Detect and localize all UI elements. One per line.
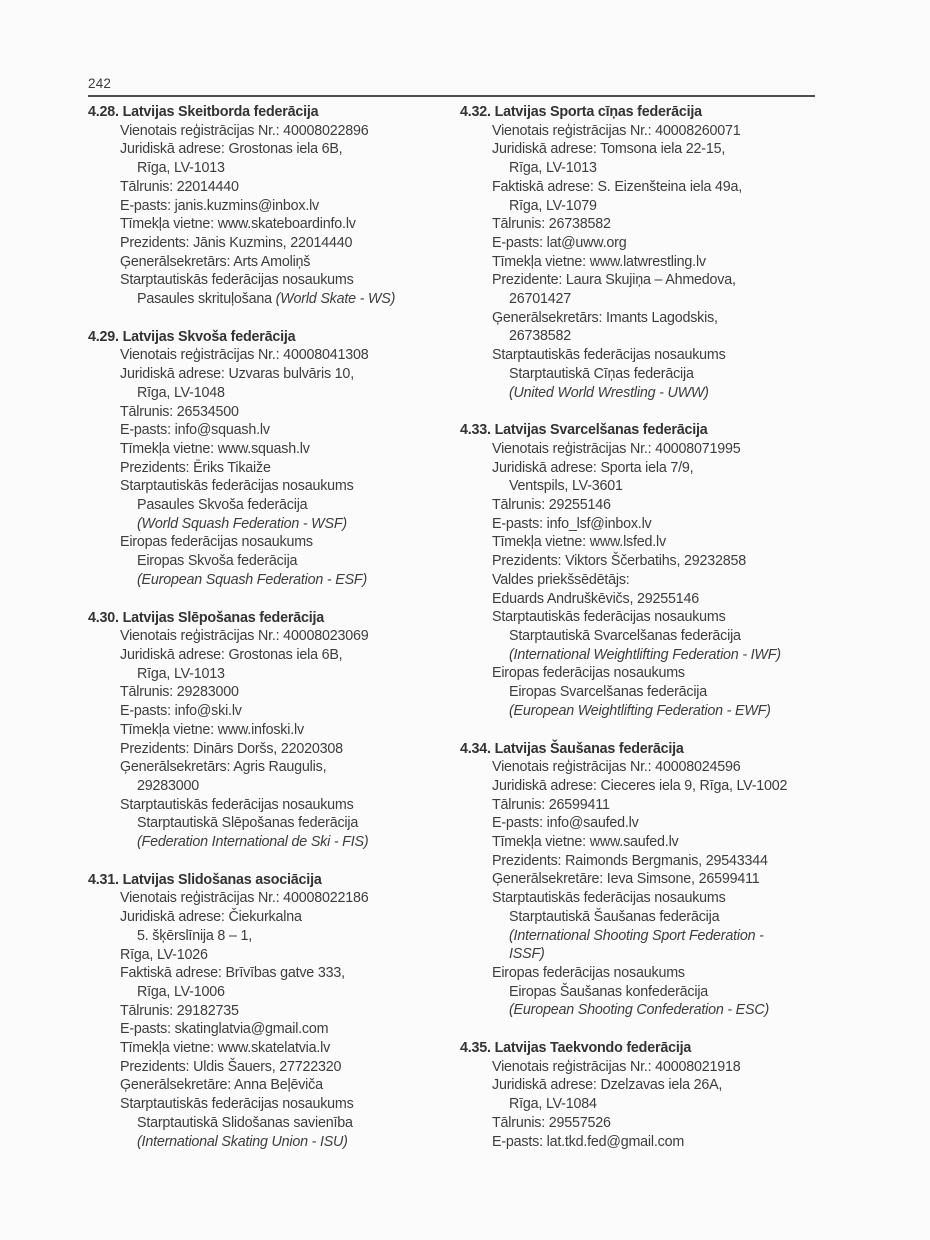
detail-line: E-pasts: lat@uww.org xyxy=(492,234,627,251)
section-heading xyxy=(88,871,460,890)
left-column xyxy=(88,103,460,1151)
detail-line xyxy=(460,927,842,946)
detail-line xyxy=(460,945,842,964)
detail-line: Tālrunis: 22014440 xyxy=(120,178,239,195)
international-name-italic: (World Squash Federation - WSF) xyxy=(137,515,347,532)
section-number: 4.32. xyxy=(460,104,495,120)
detail-line xyxy=(88,833,460,852)
detail-line: Prezidents: Uldis Šauers, 27722320 xyxy=(120,1058,342,1075)
detail-line: Prezidents: Viktors Ščerbatihs, 29232858 xyxy=(492,553,747,570)
detail-line: Starptautiskā Slidošanas savienība xyxy=(137,1114,353,1131)
detail-line: Starptautiskās federācijas nosaukums xyxy=(120,796,354,813)
section-number: 4.31. xyxy=(88,871,123,888)
section-number: 4.34. xyxy=(460,740,495,757)
detail-line: E-pasts: info@saufed.lv xyxy=(492,815,639,832)
detail-line: E-pasts: info_lsf@inbox.lv xyxy=(492,515,652,532)
two-column-content xyxy=(88,103,842,1151)
detail-line: Eiropas federācijas nosaukums xyxy=(492,964,685,981)
detail-line: Ģenerālsekretāre: Ieva Simsone, 26599411 xyxy=(492,871,760,888)
section-number: 4.35. xyxy=(460,1040,495,1057)
detail-line: Eiropas Skvoša federācija xyxy=(137,553,298,570)
detail-line: 26738582 xyxy=(509,328,572,345)
detail-line: Rīga, LV-1084 xyxy=(509,1096,597,1113)
detail-line: Juridiskā adrese: Uzvaras bulvāris 10, xyxy=(120,366,354,383)
detail-line: Tīmekļa vietne: www.latwrestling.lv xyxy=(492,253,706,270)
detail-line xyxy=(460,702,842,721)
detail-line: Eiropas federācijas nosaukums xyxy=(492,665,685,682)
detail-line: E-pasts: lat.tkd.fed@gmail.com xyxy=(492,1133,685,1150)
detail-line: Vienotais reģistrācijas Nr.: 40008023069 xyxy=(120,628,369,645)
detail-line: Tīmekļa vietne: www.skatelatvia.lv xyxy=(120,1040,331,1057)
detail-line: Eduards Andruškēvičs, 29255146 xyxy=(492,590,700,607)
detail-line: Rīga, LV-1079 xyxy=(509,197,597,214)
detail-line: Prezidents: Ēriks Tikaiže xyxy=(120,459,271,476)
detail-line: Tīmekļa vietne: www.lsfed.lv xyxy=(492,534,666,551)
detail-line: Tālrunis: 29557526 xyxy=(492,1114,611,1131)
detail-line: Ģenerālsekretārs: Arts Amoliņš xyxy=(120,253,311,270)
detail-line: Faktiskā adrese: Brīvības gatve 333, xyxy=(120,965,345,982)
detail-line: Tīmekļa vietne: www.squash.lv xyxy=(120,440,310,457)
section-number: 4.29. xyxy=(88,328,123,345)
federation-section xyxy=(460,740,842,1021)
section-title: Latvijas Slēpošanas federācija xyxy=(122,609,324,626)
detail-line: Tālrunis: 29182735 xyxy=(120,1002,239,1019)
detail-line: Vienotais reģistrācijas Nr.: 40008260071 xyxy=(492,122,741,139)
detail-line: Tīmekļa vietne: www.skateboardinfo.lv xyxy=(120,216,356,233)
section-title: Latvijas Taekvondo federācija xyxy=(494,1040,692,1057)
detail-line: Tālrunis: 26738582 xyxy=(492,216,611,233)
detail-line: 26701427 xyxy=(509,291,572,308)
detail-line: Vienotais reģistrācijas Nr.: 40008021918 xyxy=(492,1058,741,1075)
section-title: Latvijas Šaušanas federācija xyxy=(494,740,684,757)
international-name-italic: (International Skating Union - ISU) xyxy=(137,1133,348,1150)
detail-line xyxy=(88,515,460,534)
detail-line: Starptautiskās federācijas nosaukums xyxy=(120,478,354,495)
detail-line xyxy=(460,646,842,665)
section-number: 4.28. xyxy=(88,104,123,120)
detail-line xyxy=(460,1001,842,1020)
detail-line: Tālrunis: 29255146 xyxy=(492,497,611,514)
federation-section xyxy=(88,871,460,1152)
international-name-italic: (European Shooting Confederation - ESC) xyxy=(509,1002,770,1019)
international-name-italic: (International Weightlifting Federation - IWF) xyxy=(509,646,781,663)
detail-line: Prezidente: Laura Skujiņa – Ahmedova, xyxy=(492,272,736,289)
detail-line: Juridiskā adrese: Dzelzavas iela 26A, xyxy=(492,1077,723,1094)
section-heading xyxy=(460,421,842,440)
detail-line: Juridiskā adrese: Cieceres iela 9, Rīga, LV-1002 xyxy=(492,777,788,794)
detail-line: Starptautiskās federācijas nosaukums xyxy=(492,890,726,907)
detail-line: Tīmekļa vietne: www.saufed.lv xyxy=(492,834,679,851)
detail-line: E-pasts: info@ski.lv xyxy=(120,703,242,720)
page-number: 242 xyxy=(88,76,112,91)
header-rule xyxy=(88,95,815,97)
detail-line: Starptautiskās federācijas nosaukums xyxy=(492,347,726,364)
section-heading xyxy=(88,328,460,347)
detail-line: Ģenerālsekretāre: Anna Beļēviča xyxy=(120,1077,323,1094)
detail-line: Tālrunis: 26599411 xyxy=(492,796,610,813)
detail-line: Pasaules Skvoša federācija xyxy=(137,497,308,514)
international-name-italic: (Federation International de Ski - FIS) xyxy=(137,834,369,851)
detail-line: Starptautiskā Slēpošanas federācija xyxy=(137,815,359,832)
detail-line: Juridiskā adrese: Grostonas iela 6B, xyxy=(120,646,343,663)
federation-section xyxy=(88,609,460,852)
detail-line: Rīga, LV-1026 xyxy=(120,946,208,963)
federation-section xyxy=(460,103,842,402)
detail-line: 5. šķērslīnija 8 – 1, xyxy=(137,927,252,944)
international-name-italic: (European Weightlifting Federation - EWF) xyxy=(509,702,771,719)
international-name-italic: (European Squash Federation - ESF) xyxy=(137,571,368,588)
detail-line: Juridiskā adrese: Čiekurkalna xyxy=(120,909,302,926)
detail-line: Eiropas federācijas nosaukums xyxy=(120,534,313,551)
section-number: 4.33. xyxy=(460,422,495,439)
detail-line: Juridiskā adrese: Tomsona iela 22-15, xyxy=(492,141,726,158)
detail-line: Vienotais reģistrācijas Nr.: 40008041308 xyxy=(120,347,369,364)
detail-line: Tālrunis: 26534500 xyxy=(120,403,239,420)
detail-line xyxy=(88,1133,460,1152)
detail-line: Valdes priekšsēdētājs: xyxy=(492,571,630,588)
detail-line: E-pasts: janis.kuzmins@inbox.lv xyxy=(120,197,320,214)
detail-line: Vienotais reģistrācijas Nr.: 40008022186 xyxy=(120,890,369,907)
detail-line: Starptautiskā Cīņas federācija xyxy=(509,365,694,382)
section-heading xyxy=(88,103,460,122)
international-name-italic: (United World Wrestling - UWW) xyxy=(509,384,709,401)
international-name-italic: (World Skate - WS) xyxy=(275,291,396,308)
section-heading xyxy=(460,740,842,759)
detail-line: Rīga, LV-1013 xyxy=(509,160,597,177)
federation-section xyxy=(460,421,842,720)
section-heading xyxy=(460,1039,842,1058)
section-heading xyxy=(460,103,842,122)
federation-section xyxy=(88,328,460,590)
right-column xyxy=(460,103,842,1151)
detail-line: Eiropas Šaušanas konfederācija xyxy=(509,983,709,1000)
detail-line: Prezidents: Dinārs Doršs, 22020308 xyxy=(120,740,343,757)
detail-line: Vienotais reģistrācijas Nr.: 40008024596 xyxy=(492,759,741,776)
federation-section xyxy=(88,103,460,309)
detail-line: Rīga, LV-1006 xyxy=(137,983,225,1000)
detail-line: Ģenerālsekretārs: Agris Raugulis, xyxy=(120,759,327,776)
detail-line: Eiropas Svarcelšanas federācija xyxy=(509,684,708,701)
section-title: Latvijas Slidošanas asociācija xyxy=(122,871,322,888)
federation-section xyxy=(460,1039,842,1151)
section-heading xyxy=(88,609,460,628)
detail-line: Rīga, LV-1013 xyxy=(137,160,225,177)
detail-line: Rīga, LV-1048 xyxy=(137,384,225,401)
detail-line: Vienotais reģistrācijas Nr.: 40008022896 xyxy=(120,122,369,139)
detail-line: Pasaules skrituļošana (World Skate - WS) xyxy=(137,291,396,308)
detail-line: Tālrunis: 29283000 xyxy=(120,684,239,701)
detail-line: E-pasts: skatinglatvia@gmail.com xyxy=(120,1021,329,1038)
detail-line: Starptautiskā Svarcelšanas federācija xyxy=(509,627,741,644)
detail-line: Prezidents: Jānis Kuzmins, 22014440 xyxy=(120,234,353,251)
detail-line: 29283000 xyxy=(137,777,200,794)
detail-line: Prezidents: Raimonds Bergmanis, 29543344 xyxy=(492,852,768,869)
detail-line: Faktiskā adrese: S. Eizenšteina iela 49a, xyxy=(492,178,743,195)
detail-line: Juridiskā adrese: Grostonas iela 6B, xyxy=(120,141,343,158)
detail-line: Juridiskā adrese: Sporta iela 7/9, xyxy=(492,459,694,476)
detail-line xyxy=(460,384,842,403)
detail-line: Starptautiskās federācijas nosaukums xyxy=(120,1096,354,1113)
detail-line: Starptautiskā Šaušanas federācija xyxy=(509,908,720,925)
detail-line: Ģenerālsekretārs: Imants Lagodskis, xyxy=(492,309,718,326)
section-title: Latvijas Svarcelšanas federācija xyxy=(494,422,708,439)
detail-line: Rīga, LV-1013 xyxy=(137,665,225,682)
section-title: Latvijas Skvoša federācija xyxy=(122,328,296,345)
section-number: 4.30. xyxy=(88,609,123,626)
detail-line: Starptautiskās federācijas nosaukums xyxy=(492,609,726,626)
detail-line xyxy=(88,571,460,590)
international-name-italic: ISSF) xyxy=(509,946,545,963)
section-title: Latvijas Skeitborda federācija xyxy=(122,104,319,120)
detail-line: Ventspils, LV-3601 xyxy=(509,478,623,495)
detail-line: Vienotais reģistrācijas Nr.: 40008071995 xyxy=(492,440,741,457)
section-title: Latvijas Sporta cīņas federācija xyxy=(494,104,702,120)
detail-line: E-pasts: info@squash.lv xyxy=(120,422,270,439)
detail-line: Starptautiskās federācijas nosaukums xyxy=(120,272,354,289)
international-name-italic: (International Shooting Sport Federation - xyxy=(509,927,764,944)
detail-line: Tīmekļa vietne: www.infoski.lv xyxy=(120,721,304,738)
